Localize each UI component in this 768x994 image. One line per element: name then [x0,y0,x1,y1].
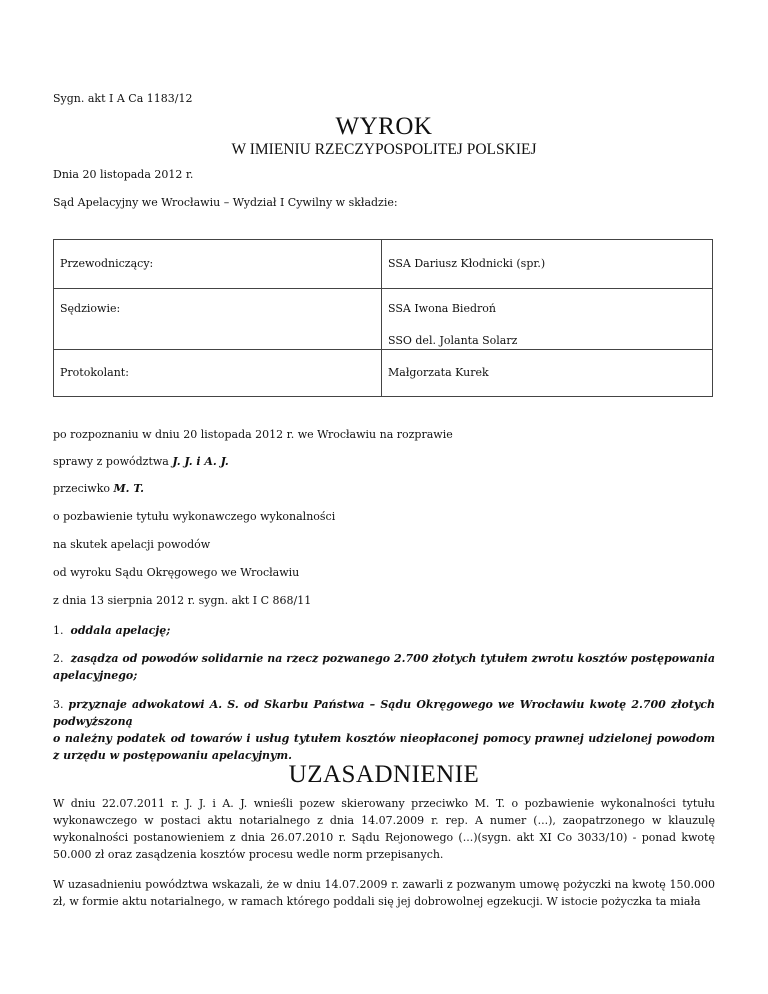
court-panel-table [53,239,713,397]
ruling-item-number: 2. [53,652,64,665]
proceedings-appeal: na skutek apelacji powodów [53,538,211,551]
ruling-item-2 [53,650,715,684]
ruling-date: Dnia 20 listopada 2012 r. [53,168,194,181]
proceedings-lower-court: od wyroku Sądu Okręgowego we Wrocławiu [53,566,300,579]
presiding-name: SSA Dariusz Kłodnicki (spr.) [388,257,546,270]
ruling-item-text: o należny podatek od towarów i usług tytułem kosztów nieopłaconej pomocy prawnej udzielonej powodom z urzędu w postępowaniu apelacyjnym. [53,732,715,762]
ruling-item-number: 1. [53,624,64,637]
ruling-item-text: oddala apelację; [70,624,171,637]
justification-paragraph: W dniu 22.07.2011 r. J. J. i A. J. wnieśli pozew skierowany przeciwko M. T. o pozbawienie wykonalności tytułu wykonawczego w postaci aktu notarialnego z dnia 14.07.2009 r. rep. A numer (...), zaopatrzonego w klauzulę wykonalności postanowieniem z dnia 26.07.2010 r. Sądu Rejonowego (...)(sygn. akt XI Co 3033/10) - ponad kwotę 50.000 zł oraz zasądzenia kosztów procesu wedle norm przepisanych. [53,797,715,861]
table-row [54,240,713,289]
defendant-prefix: przeciwko [53,482,114,495]
defendant: M. T. [113,482,144,495]
table-row [54,289,713,350]
document-title: WYROK [335,113,433,140]
ruling-item-1 [53,622,715,639]
table-row [54,350,713,397]
proceedings-line: po rozpoznaniu w dniu 20 listopada 2012 r. we Wrocławiu na rozprawie [53,428,453,441]
presiding-role: Przewodniczący: [60,257,154,270]
proceedings-defendant [53,480,715,497]
justification-paragraph: W uzasadnieniu powództwa wskazali, że w dniu 14.07.2009 r. zawarli z pozwanym umowę pożyczki na kwotę 150.000 zł, w formie aktu notarialnego, w ramach którego poddali się jej dobrowolnej egzekucji. W istocie pożyczka ta miała [53,878,715,908]
case-reference: Sygn. akt I A Ca 1183/12 [53,92,193,105]
judges-role: Sędziowie: [60,302,121,315]
document-subtitle: W IMIENIU RZECZYPOSPOLITEJ POLSKIEJ [231,141,537,158]
judge-name: SSO del. Jolanta Solarz [388,334,518,347]
clerk-role: Protokolant: [60,366,129,379]
parties-prefix: sprawy z powództwa [53,455,173,468]
ruling-item-number: 3. [53,698,64,711]
plaintiffs: J. J. i A. J. [172,455,229,468]
ruling-item-text: przyznaje adwokatowi A. S. od Skarbu Państwa – Sądu Okręgowego we Wrocławiu kwotę 2.700 złotych podwyższoną [53,698,715,728]
proceedings-subject: o pozbawienie tytułu wykonawczego wykonalności [53,510,336,523]
justification-heading: UZASADNIENIE [288,761,480,788]
proceedings-lower-ruling: z dnia 13 sierpnia 2012 r. sygn. akt I C 868/11 [53,594,312,607]
judge-name: SSA Iwona Biedroń [388,302,496,315]
clerk-name: Małgorzata Kurek [388,366,489,379]
ruling-item-3 [53,696,715,764]
proceedings-parties [53,453,715,470]
court-composition-intro: Sąd Apelacyjny we Wrocławiu – Wydział I Cywilny w składzie: [53,196,398,209]
ruling-item-text: zasądza od powodów solidarnie na rzecz pozwanego 2.700 złotych tytułem zwrotu kosztów postępowania apelacyjnego; [53,652,715,682]
